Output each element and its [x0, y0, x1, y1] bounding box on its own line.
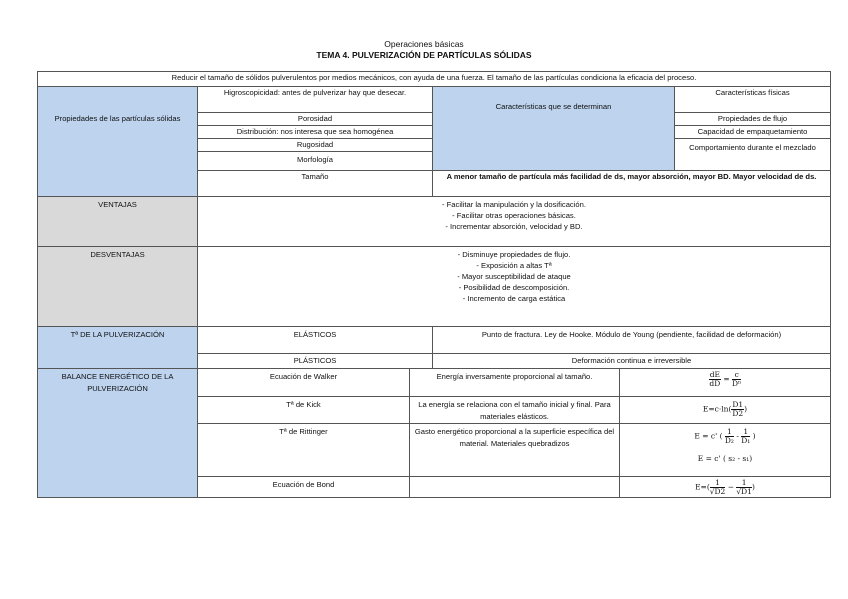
bond-numerator-2: 1 [736, 479, 752, 488]
property-roughness: Rugosidad [197, 138, 433, 152]
property-size: Tamaño [197, 170, 433, 197]
rittinger-formula-line1 [622, 428, 828, 445]
disadvantages-label: DESVENTAJAS [37, 246, 198, 327]
advantages-list [197, 196, 831, 247]
characteristics-label: Características que se determinan [432, 86, 675, 171]
walker-lhs-numerator: dE [709, 370, 720, 379]
advantage-item: - Facilitar la manipulación y la dosificación. [442, 200, 586, 209]
property-distribution: Distribución: nos interesa que sea homogénea [197, 125, 433, 139]
property-morphology: Morfología [197, 151, 433, 171]
kick-denominator: D2 [732, 409, 744, 418]
energy-bond-desc [409, 476, 620, 498]
advantage-item: - Incrementar absorción, velocidad y BD. [445, 222, 583, 231]
walker-formula [619, 368, 831, 397]
disadvantage-item: - Posibilidad de descomposición. [458, 283, 570, 292]
rittinger-prefix: E = c' ( [694, 431, 723, 441]
energy-rittinger-desc: Gasto energético proporcional a la superficie específica del material. Materiales quebradizos [409, 423, 620, 477]
physical-mixing: Comportamiento durante el mezclado [674, 138, 831, 171]
energy-walker-name: Ecuación de Walker [197, 368, 410, 397]
energy-kick-desc: La energía se relaciona con el tamaño inicial y final. Para materiales elásticos. [409, 396, 620, 424]
energy-walker-desc: Energía inversamente proporcional al tamaño. [409, 368, 620, 397]
disadvantage-item: - Exposición a altas Tª [476, 261, 552, 270]
properties-label: Propiedades de las partículas sólidas [37, 86, 198, 197]
disadvantage-item: - Mayor susceptibilidad de ataque [457, 272, 571, 281]
energy-bond-name: Ecuación de Bond [197, 476, 410, 498]
advantages-label: VENTAJAS [37, 196, 198, 247]
physical-header: Características físicas [674, 86, 831, 113]
kick-prefix: E=c·ln( [702, 404, 732, 414]
rittinger-suffix: ) [752, 431, 756, 441]
rittinger-numerator-1: 1 [725, 428, 734, 437]
temperature-elastic-desc: Punto de fractura. Ley de Hooke. Módulo de Young (pendiente, facilidad de deformación) [432, 326, 831, 354]
kick-suffix: ) [744, 404, 748, 414]
size-note: A menor tamaño de partícula más facilidad de ds, mayor absorción, mayor BD. Mayor velocidad de ds. [432, 170, 831, 197]
bond-denominator-2: √D1 [736, 487, 752, 496]
rittinger-denominator-1: D₂ [724, 436, 734, 445]
walker-equals: = [723, 374, 730, 384]
walker-lhs-denominator: dD [709, 379, 721, 388]
bond-denominator-1: √D2 [709, 487, 726, 496]
physical-flow: Propiedades de flujo [674, 112, 831, 126]
walker-rhs-denominator: Dⁿ [732, 379, 742, 388]
property-porosity: Porosidad [197, 112, 433, 126]
temperature-plastic-desc: Deformación continua e irreversible [432, 353, 831, 369]
walker-rhs-numerator: c [732, 371, 741, 380]
kick-formula [619, 396, 831, 424]
disadvantage-item: - Disminuye propiedades de flujo. [457, 250, 571, 259]
document-subtitle: Operaciones básicas [384, 39, 464, 49]
kick-numerator: D1 [732, 400, 744, 409]
bond-suffix: ) [751, 482, 755, 492]
bond-prefix: E=( [695, 482, 710, 492]
temperature-label: Tª DE LA PULVERIZACIÓN [37, 326, 198, 369]
property-hygroscopicity: Higroscopicidad: antes de pulverizar hay que desecar. [197, 86, 433, 113]
temperature-elastic: ELÁSTICOS [197, 326, 433, 354]
rittinger-denominator-2: D₁ [741, 436, 751, 445]
bond-numerator-1: 1 [710, 479, 726, 488]
rittinger-minus: - [736, 431, 739, 441]
rittinger-formula-line2: E = c' ( s₂ - s₁) [697, 454, 753, 463]
rittinger-numerator-2: 1 [741, 428, 750, 437]
physical-packing: Capacidad de empaquetamiento [674, 125, 831, 139]
intro-row: Reducir el tamaño de sólidos pulverulentos por medios mecánicos, con ayuda de una fuerza. El tamaño de las partículas condiciona la eficacia del proceso. [37, 71, 831, 87]
energy-kick-name: Tª de Kick [197, 396, 410, 424]
document-title: TEMA 4. PULVERIZACIÓN DE PARTÍCULAS SÓLIDAS [316, 50, 532, 60]
bond-formula [619, 476, 831, 498]
disadvantage-item: - Incremento de carga estática [462, 294, 566, 303]
bond-minus: − [727, 482, 735, 492]
energy-rittinger-name: Tª de Rittinger [197, 423, 410, 477]
disadvantages-list [197, 246, 831, 327]
temperature-plastic: PLÁSTICOS [197, 353, 433, 369]
rittinger-formula [619, 423, 831, 477]
energy-label: BALANCE ENERGÉTICO DE LA PULVERIZACIÓN [37, 368, 198, 498]
advantage-item: - Facilitar otras operaciones básicas. [452, 211, 576, 220]
